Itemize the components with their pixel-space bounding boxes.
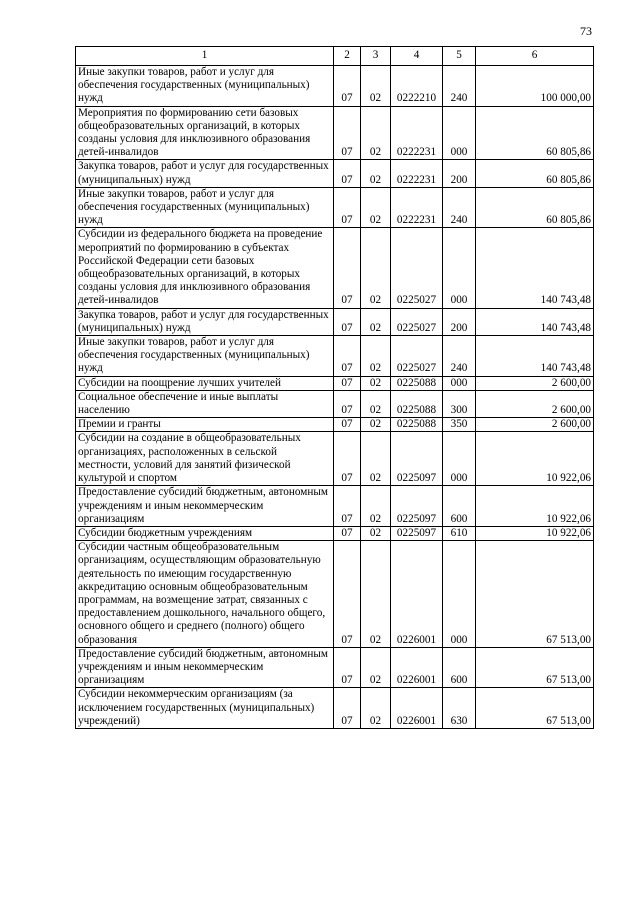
budget-table <box>75 46 594 729</box>
cell-amount: 60 805,86 <box>476 187 594 228</box>
cell-amount: 67 513,00 <box>476 688 594 729</box>
cell-expense-type: 630 <box>443 688 476 729</box>
cell-name: Мероприятия по формированию сети базовых общеобразовательных организаций, в которых созданы условия для инклюзивного образования детей-инвалидов <box>76 106 334 160</box>
cell-amount: 10 922,06 <box>476 526 594 540</box>
cell-section: 07 <box>334 187 361 228</box>
cell-section: 07 <box>334 106 361 160</box>
table-row <box>76 228 594 308</box>
table-row <box>76 390 594 417</box>
cell-subsection: 02 <box>361 688 391 729</box>
cell-subsection: 02 <box>361 526 391 540</box>
column-header-name: 1 <box>76 47 334 66</box>
column-header-amount: 6 <box>476 47 594 66</box>
cell-expense-type: 000 <box>443 432 476 486</box>
cell-subsection: 02 <box>361 541 391 648</box>
cell-subsection: 02 <box>361 336 391 377</box>
table-row <box>76 418 594 432</box>
cell-section: 07 <box>334 418 361 432</box>
cell-subsection: 02 <box>361 486 391 527</box>
cell-subsection: 02 <box>361 187 391 228</box>
cell-expense-type: 240 <box>443 336 476 377</box>
cell-expense-type: 610 <box>443 526 476 540</box>
cell-name: Субсидии на создание в общеобразовательных организациях, расположенных в сельской местности, условий для занятий физической культурой и спортом <box>76 432 334 486</box>
cell-subsection: 02 <box>361 228 391 308</box>
page-number: 73 <box>580 24 592 38</box>
cell-section: 07 <box>334 541 361 648</box>
cell-subsection: 02 <box>361 160 391 187</box>
cell-amount: 2 600,00 <box>476 376 594 390</box>
cell-amount: 2 600,00 <box>476 418 594 432</box>
cell-name: Субсидии на поощрение лучших учителей <box>76 376 334 390</box>
cell-amount: 67 513,00 <box>476 647 594 688</box>
column-header-expense-type: 5 <box>443 47 476 66</box>
table-row <box>76 336 594 377</box>
cell-expense-type: 200 <box>443 308 476 335</box>
table-row <box>76 647 594 688</box>
cell-name: Субсидии бюджетным учреждениям <box>76 526 334 540</box>
table-row <box>76 66 594 107</box>
cell-target-article: 0225088 <box>391 390 443 417</box>
table-row <box>76 308 594 335</box>
cell-expense-type: 600 <box>443 647 476 688</box>
table-row <box>76 486 594 527</box>
cell-section: 07 <box>334 336 361 377</box>
cell-expense-type: 240 <box>443 66 476 107</box>
cell-expense-type: 000 <box>443 541 476 648</box>
cell-subsection: 02 <box>361 432 391 486</box>
table-row <box>76 541 594 648</box>
cell-expense-type: 240 <box>443 187 476 228</box>
cell-subsection: 02 <box>361 418 391 432</box>
cell-target-article: 0225088 <box>391 376 443 390</box>
cell-section: 07 <box>334 432 361 486</box>
cell-target-article: 0225097 <box>391 432 443 486</box>
cell-target-article: 0222231 <box>391 187 443 228</box>
cell-section: 07 <box>334 160 361 187</box>
cell-name: Социальное обеспечение и иные выплаты населению <box>76 390 334 417</box>
cell-expense-type: 000 <box>443 228 476 308</box>
cell-name: Премии и гранты <box>76 418 334 432</box>
cell-amount: 10 922,06 <box>476 432 594 486</box>
cell-subsection: 02 <box>361 647 391 688</box>
cell-amount: 60 805,86 <box>476 160 594 187</box>
cell-target-article: 0225027 <box>391 228 443 308</box>
cell-target-article: 0225027 <box>391 308 443 335</box>
cell-section: 07 <box>334 390 361 417</box>
cell-subsection: 02 <box>361 66 391 107</box>
cell-amount: 100 000,00 <box>476 66 594 107</box>
cell-section: 07 <box>334 486 361 527</box>
cell-section: 07 <box>334 308 361 335</box>
cell-expense-type: 300 <box>443 390 476 417</box>
cell-amount: 60 805,86 <box>476 106 594 160</box>
cell-amount: 140 743,48 <box>476 308 594 335</box>
cell-subsection: 02 <box>361 106 391 160</box>
cell-section: 07 <box>334 228 361 308</box>
cell-subsection: 02 <box>361 390 391 417</box>
cell-amount: 67 513,00 <box>476 541 594 648</box>
cell-target-article: 0225097 <box>391 486 443 527</box>
cell-expense-type: 000 <box>443 376 476 390</box>
table-header <box>76 47 594 66</box>
cell-section: 07 <box>334 526 361 540</box>
table-row <box>76 432 594 486</box>
cell-target-article: 0226001 <box>391 647 443 688</box>
cell-name: Субсидии частным общеобразовательным организациям, осуществляющим образовательную деятельность по имеющим государственную аккредитацию основным общеобразовательным программам, на возмещение затрат, связанных с предоставлением дошкольного, начального общего, основного общего и среднего (полного) общего образования <box>76 541 334 648</box>
cell-section: 07 <box>334 688 361 729</box>
cell-target-article: 0222231 <box>391 160 443 187</box>
cell-amount: 140 743,48 <box>476 336 594 377</box>
cell-target-article: 0226001 <box>391 541 443 648</box>
cell-target-article: 0225097 <box>391 526 443 540</box>
header-row <box>76 47 594 66</box>
cell-name: Предоставление субсидий бюджетным, автономным учреждениям и иным некоммерческим организациям <box>76 486 334 527</box>
table-row <box>76 688 594 729</box>
cell-subsection: 02 <box>361 376 391 390</box>
cell-target-article: 0225088 <box>391 418 443 432</box>
cell-name: Иные закупки товаров, работ и услуг для обеспечения государственных (муниципальных) нужд <box>76 336 334 377</box>
cell-name: Предоставление субсидий бюджетным, автономным учреждениям и иным некоммерческим организациям <box>76 647 334 688</box>
table-row <box>76 160 594 187</box>
cell-name: Субсидии некоммерческим организациям (за исключением государственных (муниципальных) учреждений) <box>76 688 334 729</box>
cell-expense-type: 350 <box>443 418 476 432</box>
cell-section: 07 <box>334 376 361 390</box>
cell-name: Закупка товаров, работ и услуг для государственных (муниципальных) нужд <box>76 160 334 187</box>
cell-target-article: 0222210 <box>391 66 443 107</box>
column-header-target-article: 4 <box>391 47 443 66</box>
cell-amount: 140 743,48 <box>476 228 594 308</box>
table-row <box>76 106 594 160</box>
cell-target-article: 0225027 <box>391 336 443 377</box>
table-body <box>76 66 594 729</box>
cell-target-article: 0222231 <box>391 106 443 160</box>
table-row <box>76 187 594 228</box>
table-row <box>76 526 594 540</box>
cell-expense-type: 000 <box>443 106 476 160</box>
cell-name: Субсидии из федерального бюджета на проведение мероприятий по формированию в субъектах Российской Федерации сети базовых общеобразовательных организаций, в которых созданы условия для инклюзивного образования детей-инвалидов <box>76 228 334 308</box>
cell-expense-type: 600 <box>443 486 476 527</box>
cell-name: Иные закупки товаров, работ и услуг для обеспечения государственных (муниципальных) нужд <box>76 66 334 107</box>
cell-amount: 10 922,06 <box>476 486 594 527</box>
cell-name: Закупка товаров, работ и услуг для государственных (муниципальных) нужд <box>76 308 334 335</box>
column-header-subsection: 3 <box>361 47 391 66</box>
cell-expense-type: 200 <box>443 160 476 187</box>
cell-subsection: 02 <box>361 308 391 335</box>
cell-amount: 2 600,00 <box>476 390 594 417</box>
cell-section: 07 <box>334 66 361 107</box>
table-row <box>76 376 594 390</box>
cell-section: 07 <box>334 647 361 688</box>
cell-name: Иные закупки товаров, работ и услуг для обеспечения государственных (муниципальных) нужд <box>76 187 334 228</box>
cell-target-article: 0226001 <box>391 688 443 729</box>
column-header-section: 2 <box>334 47 361 66</box>
